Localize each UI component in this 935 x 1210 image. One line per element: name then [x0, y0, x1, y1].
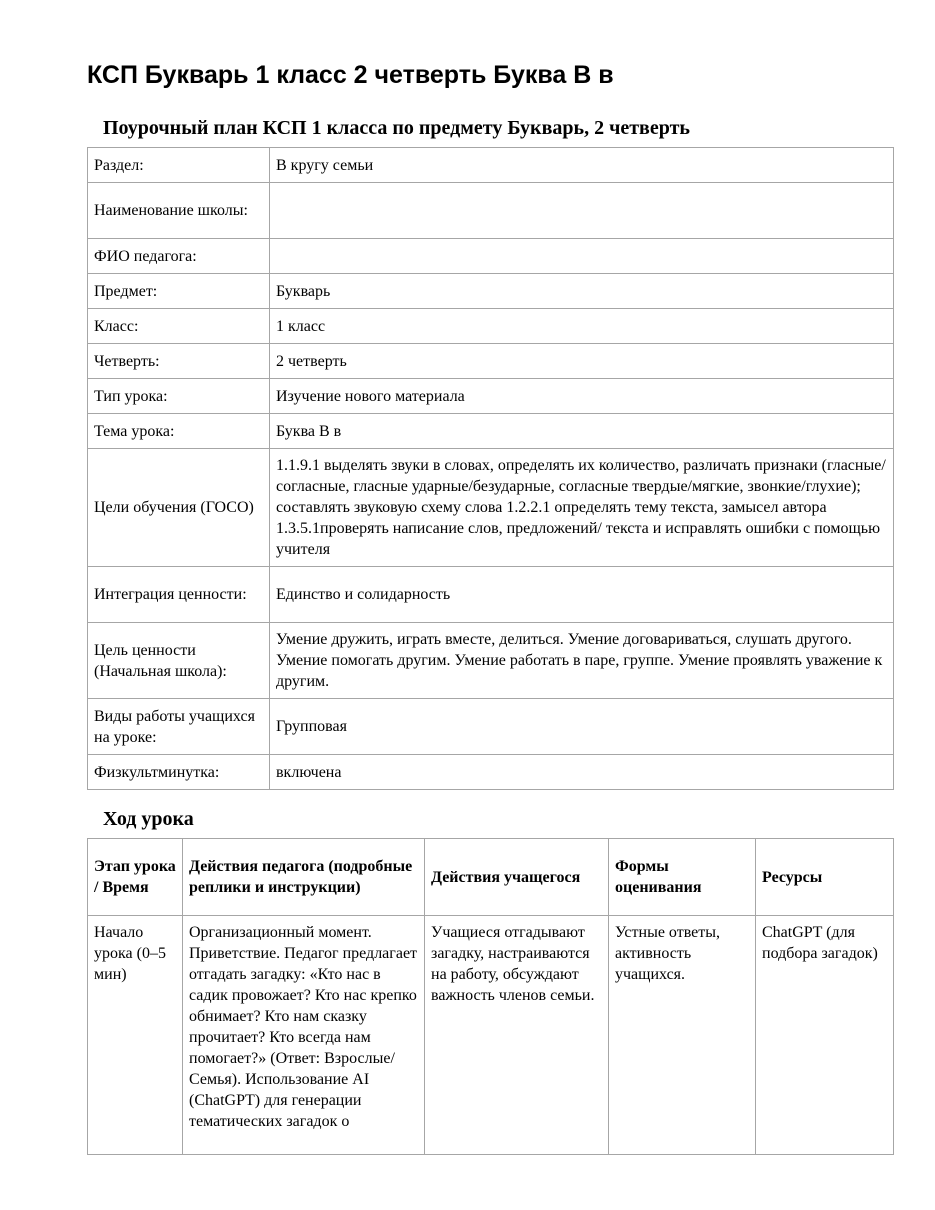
- info-value: Единство и солидарность: [270, 567, 894, 623]
- lesson-course-table: [87, 838, 894, 1155]
- cell-student-text: Учащиеся отгадывают загадку, настраиваются на работу, обсуждают важность членов семьи.: [431, 924, 595, 1004]
- info-value: 2 четверть: [270, 344, 894, 379]
- info-row: [88, 379, 894, 414]
- info-row: [88, 148, 894, 183]
- info-value: Буква В в: [270, 414, 894, 449]
- info-label: Класс:: [88, 309, 270, 344]
- info-row: [88, 309, 894, 344]
- info-row: [88, 755, 894, 790]
- info-value: Букварь: [270, 274, 894, 309]
- info-row: [88, 623, 894, 699]
- info-value: 1 класс: [270, 309, 894, 344]
- document-title: КСП Букварь 1 класс 2 четверть Буква В в: [87, 61, 614, 89]
- info-label: Наименование школы:: [88, 183, 270, 239]
- info-label: Виды работы учащихся на уроке:: [88, 699, 270, 755]
- info-value: Групповая: [270, 699, 894, 755]
- info-value: 1.1.9.1 выделять звуки в словах, определять их количество, различать признаки (гласные/ согласные, гласные ударные/безударные, согласные твердые/мягкие, звонкие/глухие); составлять звуковую схему слова 1.2.2.1 определять тему текста, замысел автора 1.3.5.1проверять написание слов, предложений/ текста и исправлять ошибки с помощью учителя: [270, 449, 894, 567]
- info-row: [88, 567, 894, 623]
- info-row: [88, 183, 894, 239]
- info-label: Тип урока:: [88, 379, 270, 414]
- info-label: Цели обучения (ГОСО): [88, 449, 270, 567]
- plan-heading: Поурочный план КСП 1 класса по предмету Букварь, 2 четверть: [103, 117, 690, 139]
- info-label: ФИО педагога:: [88, 239, 270, 274]
- cell-resources: [756, 916, 894, 1155]
- cell-resources-text: ChatGPT (для подбора загадок): [762, 924, 878, 962]
- info-label: Физкультминутка:: [88, 755, 270, 790]
- info-label: Интеграция ценности:: [88, 567, 270, 623]
- column-header-assessment: Формы оценивания: [609, 839, 756, 916]
- lesson-info-table: [87, 147, 894, 790]
- info-label: Четверть:: [88, 344, 270, 379]
- cell-stage-text: Начало урока (0–5 мин): [94, 924, 166, 983]
- course-heading: Ход урока: [103, 808, 194, 830]
- info-label: Тема урока:: [88, 414, 270, 449]
- info-row: [88, 239, 894, 274]
- cell-stage: [88, 916, 183, 1155]
- info-row: [88, 274, 894, 309]
- table-row: [88, 916, 894, 1155]
- info-value: [270, 183, 894, 239]
- column-header-stage: Этап урока / Время: [88, 839, 183, 916]
- cell-assessment-text: Устные ответы, активность учащихся.: [615, 924, 720, 983]
- info-row: [88, 699, 894, 755]
- info-row: [88, 414, 894, 449]
- table-header-row: [88, 839, 894, 916]
- column-header-student: Действия учащегося: [425, 839, 609, 916]
- info-label: Раздел:: [88, 148, 270, 183]
- column-header-teacher: Действия педагога (подробные реплики и инструкции): [183, 839, 425, 916]
- cell-teacher: [183, 916, 425, 1155]
- info-value: В кругу семьи: [270, 148, 894, 183]
- info-value: Умение дружить, играть вместе, делиться. Умение договариваться, слушать другого. Умение помогать другим. Умение работать в паре, группе. Умение проявлять уважение к другим.: [270, 623, 894, 699]
- info-value: включена: [270, 755, 894, 790]
- info-label: Предмет:: [88, 274, 270, 309]
- info-value: [270, 239, 894, 274]
- info-row: [88, 449, 894, 567]
- cell-student: [425, 916, 609, 1155]
- cell-teacher-text: Организационный момент. Приветствие. Педагог предлагает отгадать загадку: «Кто нас в садик провожает? Кто нас крепко обнимает? Кто нам сказку прочитает? Кто всегда нам помогает?» (Ответ: Взрослые/Семья). Использование AI (ChatGPT) для генерации тематических загадок о: [189, 924, 418, 1130]
- info-value: Изучение нового материала: [270, 379, 894, 414]
- column-header-resources: Ресурсы: [756, 839, 894, 916]
- info-row: [88, 344, 894, 379]
- info-label: Цель ценности (Начальная школа):: [88, 623, 270, 699]
- cell-assessment: [609, 916, 756, 1155]
